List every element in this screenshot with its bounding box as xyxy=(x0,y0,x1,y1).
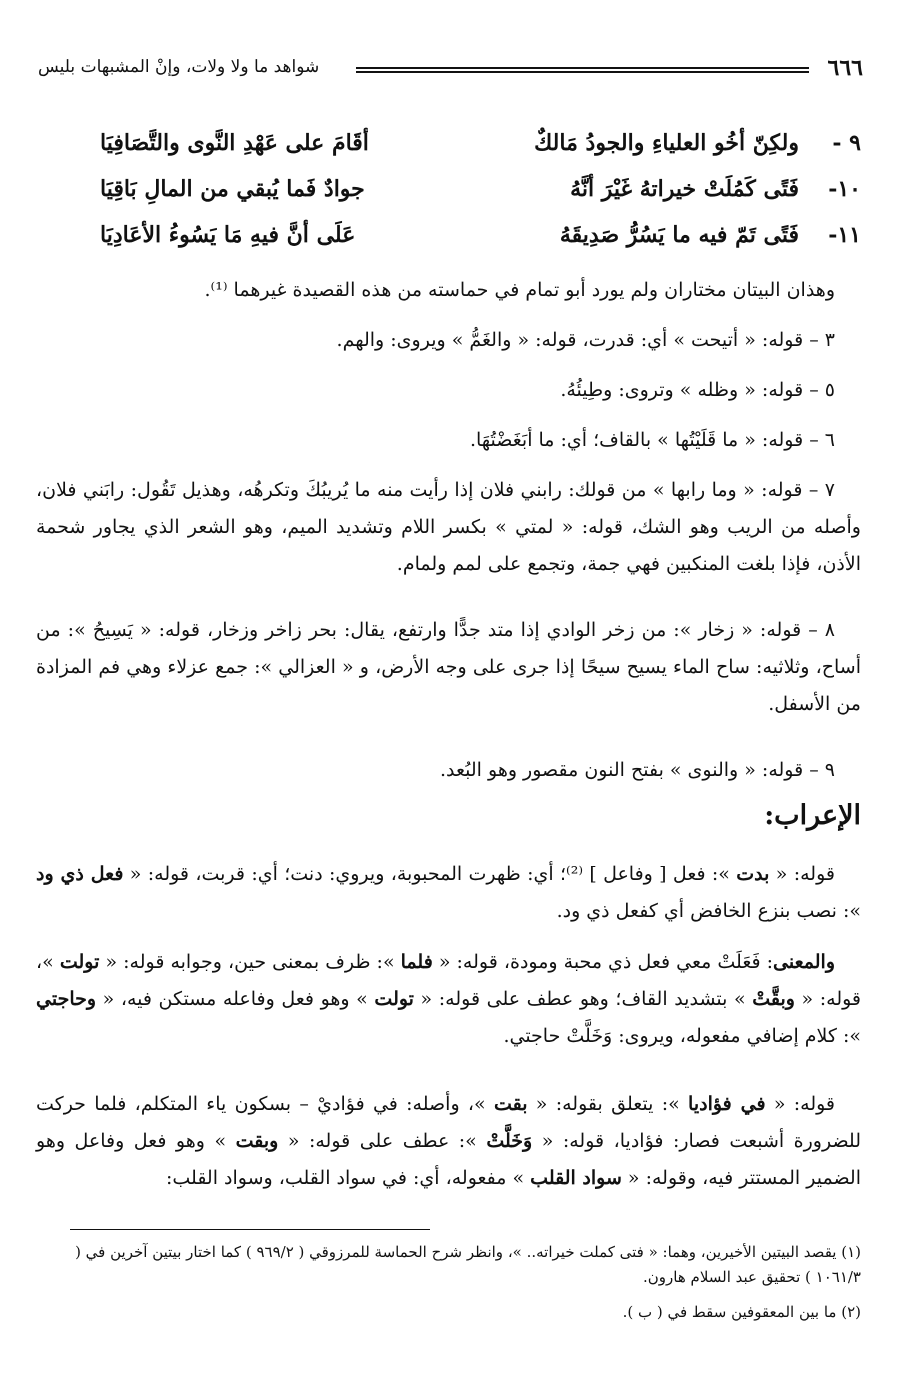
bold-term: والمعنى xyxy=(773,951,835,973)
commentary-note-7: ٧ – قوله: « وما رابها » من قولك: رابني فلان إذا رأيت منه ما يُريبُكَ وتكرهُه، وهذيل تَقُول: رابَني فلان، وأصله من الريب وهو الشك، قوله: « لمتي » بكسر اللام وتشديد الميم، وهو الشعر الذي يجاور شحمة الأذن، فإذا بلغت المنكبين فهي جمة، وتجمع على لمم ولمام. xyxy=(36,479,861,575)
commentary-note-8: ٨ – قوله: « زخار »: من زخر الوادي إذا متد جدًّا وارتفع، يقال: بحر زاخر وزخار، قوله: « يَسِيحُ »: من أساح، وثلاثيه: ساح الماء يسيح سيحًا إذا جرى على وجه الأرض، و « العزالي »: جمع عزلاء وهي فم المزادة من الأسفل. xyxy=(36,619,861,715)
commentary-note-5: ٥ – قوله: « وظله » وتروى: وطِيئُهُ. xyxy=(560,379,835,401)
text-run: قوله: « xyxy=(765,1093,836,1115)
commentary-note-3: ٣ – قوله: « أتيحت » أي: قدرت، قوله: « والغَمُّ » ويروى: والهم. xyxy=(336,329,835,351)
bold-term: وبقَّتْ xyxy=(752,988,795,1010)
footnote-1: (١) يقصد البيتين الأخيرين، وهما: « فتى كملت خيراته.. »، وانظر شرح الحماسة للمرزوقي ( ٩٦٩/٢ ) كما اختار بيتين آخرين في ( ١٠٦١/٣ ) تحقيق عبد السلام هارون. xyxy=(75,1243,861,1286)
verse-number: ١١- xyxy=(828,222,861,248)
section-title: الإعراب: xyxy=(764,800,861,831)
verse-first-hemistich: ولكِنّ أخُو العلياءِ والجودُ مَالكٌ xyxy=(534,130,799,156)
header-rule xyxy=(356,67,809,73)
verse-9 xyxy=(40,130,861,174)
i3rab-paragraph-1 xyxy=(36,856,861,930)
verse-11 xyxy=(40,222,861,266)
text-run: »: ظرف بمعنى حين، وجوابه قوله: « xyxy=(99,951,401,973)
text-run: »، قوله: « xyxy=(36,951,861,1010)
text-run: »: يتعلق بقوله: « xyxy=(527,1093,689,1115)
verse-number: ١٠- xyxy=(828,176,861,202)
bold-term: بدت xyxy=(736,863,770,885)
text-run: » وهو فعل وفاعله مستكن فيه، « xyxy=(96,988,375,1010)
verse-second-hemistich: أقَامَ على عَهْدِ النَّوى والتَّصَافِيَا xyxy=(100,130,369,156)
verse-10 xyxy=(40,176,861,220)
bold-term: فعل ذي ود xyxy=(36,863,124,885)
commentary-note-9: ٩ – قوله: « والنوى » بفتح النون مقصور وهو البُعد. xyxy=(439,759,835,781)
commentary-note-6: ٦ – قوله: « ما قَلَيْتُها » بالقاف؛ أي: ما أبَغَضْتُهَا. xyxy=(469,429,835,451)
text-run: »، وأصله: في فؤاديْ – بسكون ياء المتكلم، فلما حركت للضرورة أشبعت فصار: فؤاديا، قوله: « xyxy=(36,1093,861,1152)
text-run: » مفعوله، أي: في سواد القلب، وسواد القلب: xyxy=(165,1167,531,1189)
text-run: قوله: « xyxy=(769,863,835,885)
i3rab-paragraph-2 xyxy=(36,944,861,1055)
bold-term: في فؤاديا xyxy=(688,1093,766,1115)
text-run: »: فعل [ وفاعل ] ⁽²⁾؛ أي: ظهرت المحبوبة، ويروي: دنت؛ أي: قربت، قوله: « xyxy=(123,863,737,885)
text-run: »: كلام إضافي مفعوله، ويروى: وَخَلَّتْ حاجتي. xyxy=(503,1025,861,1047)
footnote-2: (٢) ما بين المعقوفين سقط في ( ب ). xyxy=(622,1303,861,1321)
bold-term: فلما xyxy=(400,951,433,973)
bold-term: بقت xyxy=(493,1093,528,1115)
text-run: » وهو فعل وفاعل وهو الضمير المستتر فيه، وقوله: « xyxy=(36,1130,861,1189)
bold-term: وَخَلَّتْ xyxy=(486,1130,533,1152)
verse-first-hemistich: فَتًى كَمُلَتْ خيراتهُ غَيْرَ أنَّهُ xyxy=(570,176,799,202)
bold-term: وبقت xyxy=(235,1130,279,1152)
page-header xyxy=(38,55,863,85)
bold-term: وحاجتي xyxy=(36,988,97,1010)
running-title: شواهد ما ولا ولات، وإنْ المشبهات بليس xyxy=(38,57,320,77)
footnote-separator xyxy=(70,1229,430,1230)
i3rab-paragraph-3 xyxy=(36,1086,861,1197)
verse-second-hemistich: عَلَى أنَّ فيهِ مَا يَسُوءُ الأعَادِيَا xyxy=(100,222,356,248)
text-run: »: عطف على قوله: « xyxy=(278,1130,487,1152)
page-number: ٦٦٦ xyxy=(827,55,863,81)
commentary-paragraph: وهذان البيتان مختاران ولم يورد أبو تمام في حماسته من هذه القصيدة غيرهما ⁽¹⁾. xyxy=(204,279,835,301)
bold-term: تولت xyxy=(374,988,414,1010)
text-run: »: نصب بنزع الخافض أي كفعل ذي ود. xyxy=(556,900,861,922)
bold-term: سواد القلب xyxy=(530,1167,622,1189)
verse-second-hemistich: جوادٌ فَما يُبقي من المالِ بَاقِيَا xyxy=(100,176,365,202)
text-run: : فَعَلَتْ معي فعل ذي محبة ومودة، قوله: « xyxy=(432,951,774,973)
bold-term: تولت xyxy=(59,951,100,973)
verse-number: ٩ - xyxy=(832,130,861,156)
verse-first-hemistich: فَتًى تَمّ فيه ما يَسُرُّ صَدِيقَهُ xyxy=(559,222,799,248)
text-run: » بتشديد القاف؛ وهو عطف على قوله: « xyxy=(413,988,753,1010)
